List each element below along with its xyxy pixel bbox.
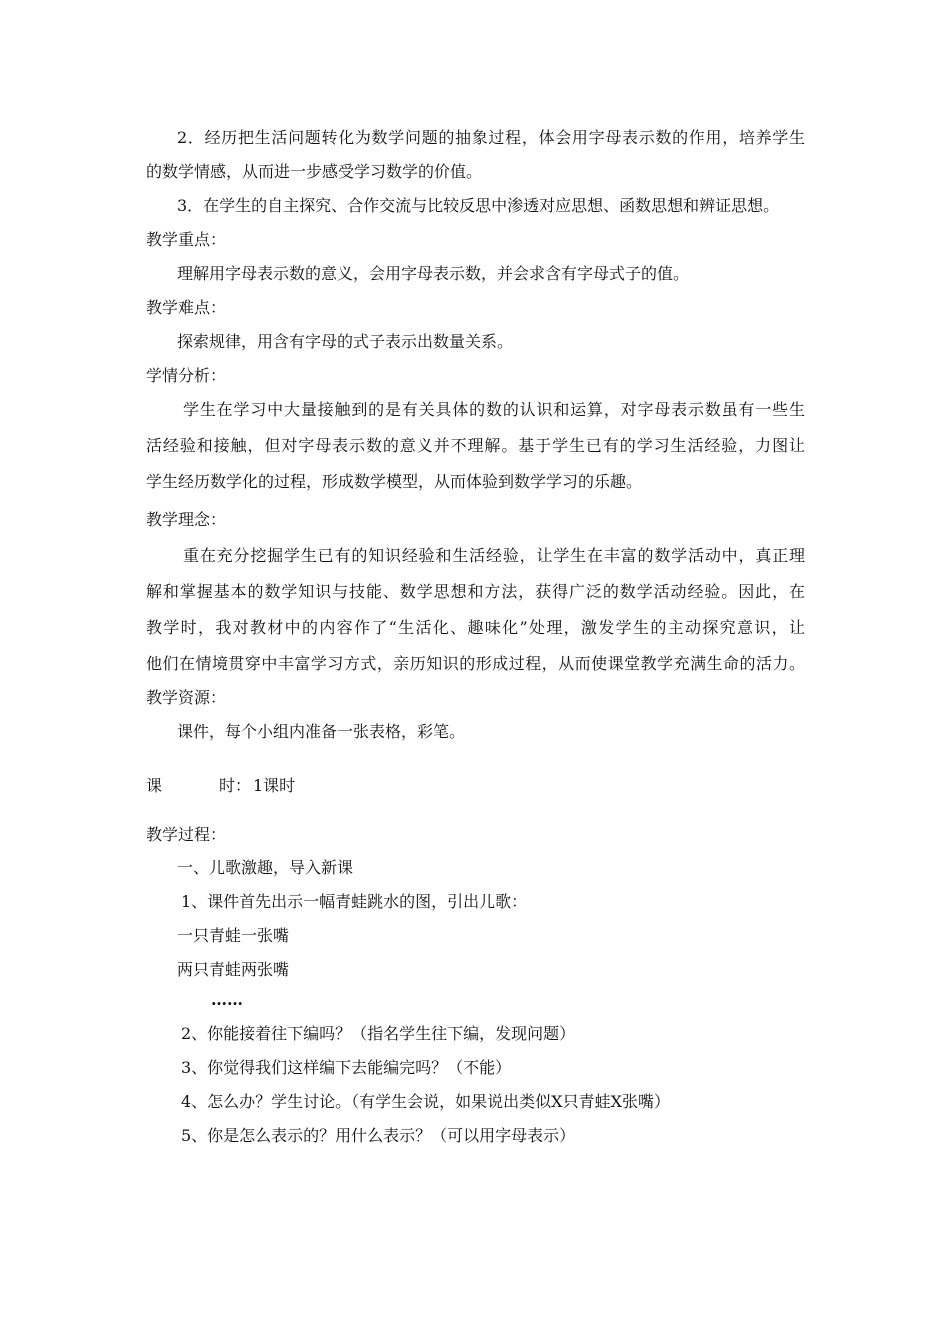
- goal-3: 3．在学生的自主探究、合作交流与比较反思中渗透对应思想、函数思想和辨证思想。: [177, 196, 780, 215]
- rhyme-ellipsis: ……: [211, 990, 243, 1009]
- analysis-line-3: 学生经历数学化的过程，形成数学模型，从而体验到数学学习的乐趣。: [146, 472, 643, 491]
- key-points-heading: 教学重点：: [146, 230, 227, 249]
- resources-text: 课件，每个小组内准备一张表格，彩笔。: [177, 722, 466, 741]
- class-hours-label-b: 时：: [219, 776, 252, 795]
- rhyme-line-2: 两只青蛙两张嘴: [177, 960, 290, 979]
- philosophy-heading: 教学理念：: [146, 510, 227, 529]
- difficulties-text: 探索规律，用含有字母的式子表示出数量关系。: [177, 332, 514, 351]
- analysis-line-2: 活经验和接触，但对字母表示数的意义并不理解。基于学生已有的学习生活经验，力图让: [146, 436, 805, 455]
- difficulties-heading: 教学难点：: [146, 298, 227, 317]
- analysis-heading: 学情分析：: [146, 366, 227, 385]
- process-item-4: 4、怎么办？学生讨论。（有学生会说，如果说出类似X只青蛙X张嘴）: [181, 1092, 670, 1111]
- analysis-line-1: 学生在学习中大量接触到的是有关具体的数的认识和运算，对字母表示数虽有一些生: [183, 400, 805, 419]
- goal-2-line-2: 的数学情感，从而进一步感受学习数学的价值。: [146, 162, 483, 181]
- philosophy-line-4: 他们在情境贯穿中丰富学习方式，亲历知识的形成过程，从而使课堂教学充满生命的活力。: [146, 654, 805, 673]
- class-hours-label-a: 课: [146, 776, 163, 795]
- process-heading: 教学过程：: [146, 825, 227, 844]
- process-item-3: 3、你觉得我们这样编下去能编完吗？（不能）: [181, 1058, 512, 1077]
- key-points-text: 理解用字母表示数的意义，会用字母表示数，并会求含有字母式子的值。: [177, 264, 690, 283]
- resources-heading: 教学资源：: [146, 688, 227, 707]
- process-item-2: 2、你能接着往下编吗？（指名学生往下编，发现问题）: [181, 1024, 576, 1043]
- goal-2-line-1: 2．经历把生活问题转化为数学问题的抽象过程，体会用字母表示数的作用，培养学生: [177, 128, 805, 147]
- rhyme-line-1: 一只青蛙一张嘴: [177, 926, 290, 945]
- philosophy-line-1: 重在充分挖掘学生已有的知识经验和生活经验，让学生在丰富的数学活动中，真正理: [183, 546, 805, 565]
- class-hours-value: 1课时: [253, 776, 296, 795]
- process-item-1: 1、课件首先出示一幅青蛙跳水的图，引出儿歌：: [181, 892, 528, 911]
- process-item-5: 5、你是怎么表示的？用什么表示？（可以用字母表示）: [181, 1126, 576, 1145]
- philosophy-line-3: 教学时，我对教材中的内容作了“生活化、趣味化”处理，激发学生的主动探究意识，让: [146, 618, 805, 637]
- philosophy-line-2: 解和掌握基本的数学知识与技能、数学思想和方法，获得广泛的数学活动经验。因此，在: [146, 582, 805, 601]
- process-section-1: 一、儿歌激趣，导入新课: [177, 858, 354, 877]
